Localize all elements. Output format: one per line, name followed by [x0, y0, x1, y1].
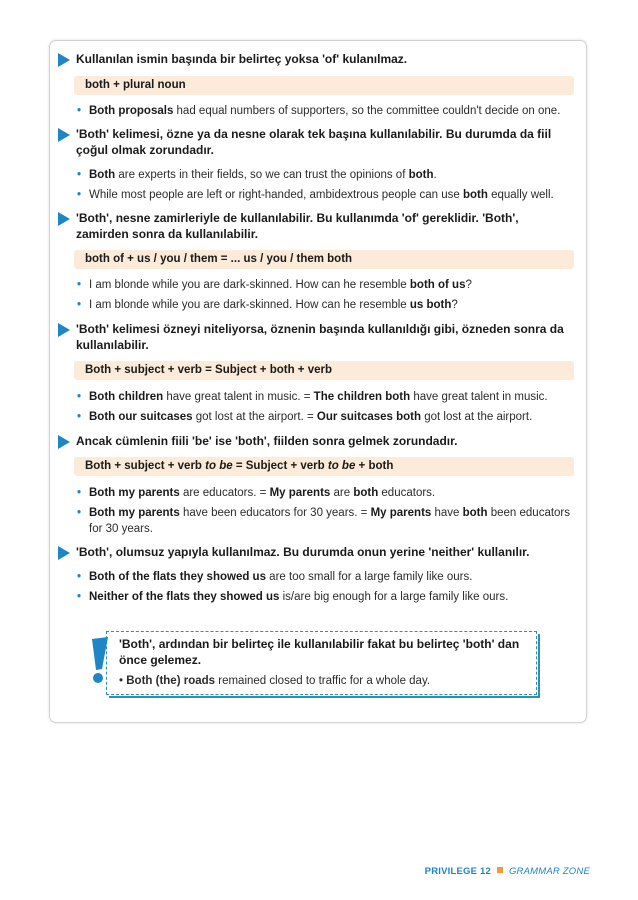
note-title: 'Both', ardından bir belirteç ile kullanılabilir fakat bu belirteç 'both' dan önce gelemez. [119, 637, 520, 667]
arrow-icon [58, 435, 70, 449]
bullet-icon: • [77, 591, 82, 603]
bold-text: The children both [313, 391, 411, 403]
rule-4 [76, 321, 572, 353]
text-run: got lost at the airport. [421, 411, 533, 423]
text-run: have great talent in music. = [163, 391, 314, 403]
bold-text: Both my parents [89, 487, 180, 499]
text-run: Both + subject + verb [85, 460, 206, 472]
arrow-icon [58, 212, 70, 226]
example-item [77, 569, 576, 585]
bold-text: My parents [370, 507, 432, 519]
arrow-icon [58, 128, 70, 142]
rule-text: Kullanılan ismin başında bir belirteç yoksa 'of' kulanılmaz. [76, 52, 408, 66]
formula-1: both + plural noun [74, 76, 574, 95]
formula-3: both of + us / you / them = ... us / you / them both [74, 250, 574, 269]
rule-text: 'Both' kelimesi, özne ya da nesne olarak tek başına kullanılabilir. Bu durumda da fiil çoğul olmak zorundadır. [76, 127, 552, 157]
square-icon [497, 867, 503, 873]
bullet-icon: • [77, 411, 82, 423]
bold-text: both [408, 169, 434, 181]
grammar-card [49, 40, 587, 723]
bullet-icon: • [77, 571, 82, 583]
text-run: ? [451, 299, 458, 311]
bold-text: us both [409, 299, 452, 311]
arrow-icon [58, 323, 70, 337]
text-run: educators. [378, 487, 436, 499]
rule-2 [76, 126, 572, 158]
bold-text: Both children [89, 391, 164, 403]
rule-1 [76, 51, 572, 67]
formula-5 [74, 457, 574, 476]
text-run: . [433, 169, 437, 181]
bold-text: both [462, 189, 488, 201]
text-run: are too small for a large family like ours. [265, 571, 473, 583]
bold-text: both [353, 487, 379, 499]
text-run: While most people are left or right-handed, ambidextrous people can use [89, 189, 463, 201]
rule-text: Ancak cümlenin fiili 'be' ise 'both', fiilden sonra gelmek zorundadır. [76, 434, 458, 448]
bullet-icon: • [77, 169, 82, 181]
footer-section: GRAMMAR ZONE [508, 866, 590, 877]
bullet-icon: • [77, 299, 82, 311]
bold-text: Neither of the flats they showed us [89, 591, 280, 603]
footer-brand: PRIVILEGE 12 [424, 866, 491, 877]
bold-text: Both of the flats they showed us [89, 571, 266, 583]
example-item [77, 103, 576, 119]
bold-text: Both my parents [89, 507, 180, 519]
example-item [77, 589, 576, 605]
rule-6 [76, 544, 572, 560]
example-item [77, 187, 576, 203]
bold-text: Both our suitcases [89, 411, 193, 423]
bold-text: Our suitcases both [316, 411, 422, 423]
rule-3 [76, 210, 572, 242]
rule-text: 'Both', nesne zamirleriyle de kullanılabilir. Bu kullanımda 'of' gereklidir. 'Both', zamirden sonra da kullanılabilir. [76, 211, 519, 241]
text-run: I am blonde while you are dark-skinned. How can he resemble [89, 279, 410, 291]
bold-text: Both (the) roads [126, 675, 216, 687]
bullet-icon: • [77, 105, 82, 117]
bullet-icon: • [77, 507, 82, 519]
example-item [77, 409, 576, 425]
text-run: + both [355, 460, 394, 472]
page-footer [425, 866, 590, 877]
text-run: have been educators for 30 years. = [179, 507, 371, 519]
example-item [77, 167, 576, 183]
bullet-icon: • [77, 279, 82, 291]
exclamation-icon [88, 637, 110, 685]
text-run: equally well. [487, 189, 554, 201]
bold-text: My parents [269, 487, 331, 499]
arrow-icon [58, 546, 70, 560]
text-run: had equal numbers of supporters, so the committee couldn't decide on one. [173, 105, 561, 117]
text-run: been educators for 30 years. [89, 507, 571, 535]
bullet-icon: • [77, 487, 82, 499]
rule-text: 'Both' kelimesi özneyi niteliyorsa, öznenin başında kullanıldığı gibi, özneden sonra da kullanılabilir. [76, 322, 564, 352]
text-run: are experts in their fields, so we can trust the opinions of [115, 169, 409, 181]
note-example [119, 673, 529, 689]
example-item [77, 297, 576, 313]
text-run: remained closed to traffic for a whole day. [215, 675, 431, 687]
text-run: = Subject + verb [232, 460, 328, 472]
example-item [77, 485, 576, 501]
example-item [77, 389, 576, 405]
bold-text: both [462, 507, 488, 519]
rule-text: 'Both', olumsuz yapıyla kullanılmaz. Bu durumda onun yerine 'neither' kullanılır. [76, 545, 530, 559]
rule-5 [76, 433, 572, 449]
text-run: have great talent in music. [410, 391, 548, 403]
bullet-icon: • [77, 391, 82, 403]
example-item [77, 277, 576, 293]
text-run: is/are big enough for a large family like ours. [279, 591, 509, 603]
text-run: are [330, 487, 354, 499]
text-run: I am blonde while you are dark-skinned. How can he resemble [89, 299, 410, 311]
bullet-icon: • [77, 189, 82, 201]
text-run: are educators. = [179, 487, 270, 499]
text-run: • [119, 675, 127, 687]
arrow-icon [58, 53, 70, 67]
italic-text: to be [205, 460, 233, 472]
bold-text: Both [89, 169, 116, 181]
bold-text: both of us [409, 279, 466, 291]
italic-text: to be [327, 460, 356, 472]
formula-4: Both + subject + verb = Subject + both + verb [74, 361, 574, 380]
example-item [77, 505, 576, 537]
text-run: have [431, 507, 463, 519]
text-run: got lost at the airport. = [192, 411, 317, 423]
text-run: ? [465, 279, 472, 291]
bold-text: Both proposals [89, 105, 174, 117]
